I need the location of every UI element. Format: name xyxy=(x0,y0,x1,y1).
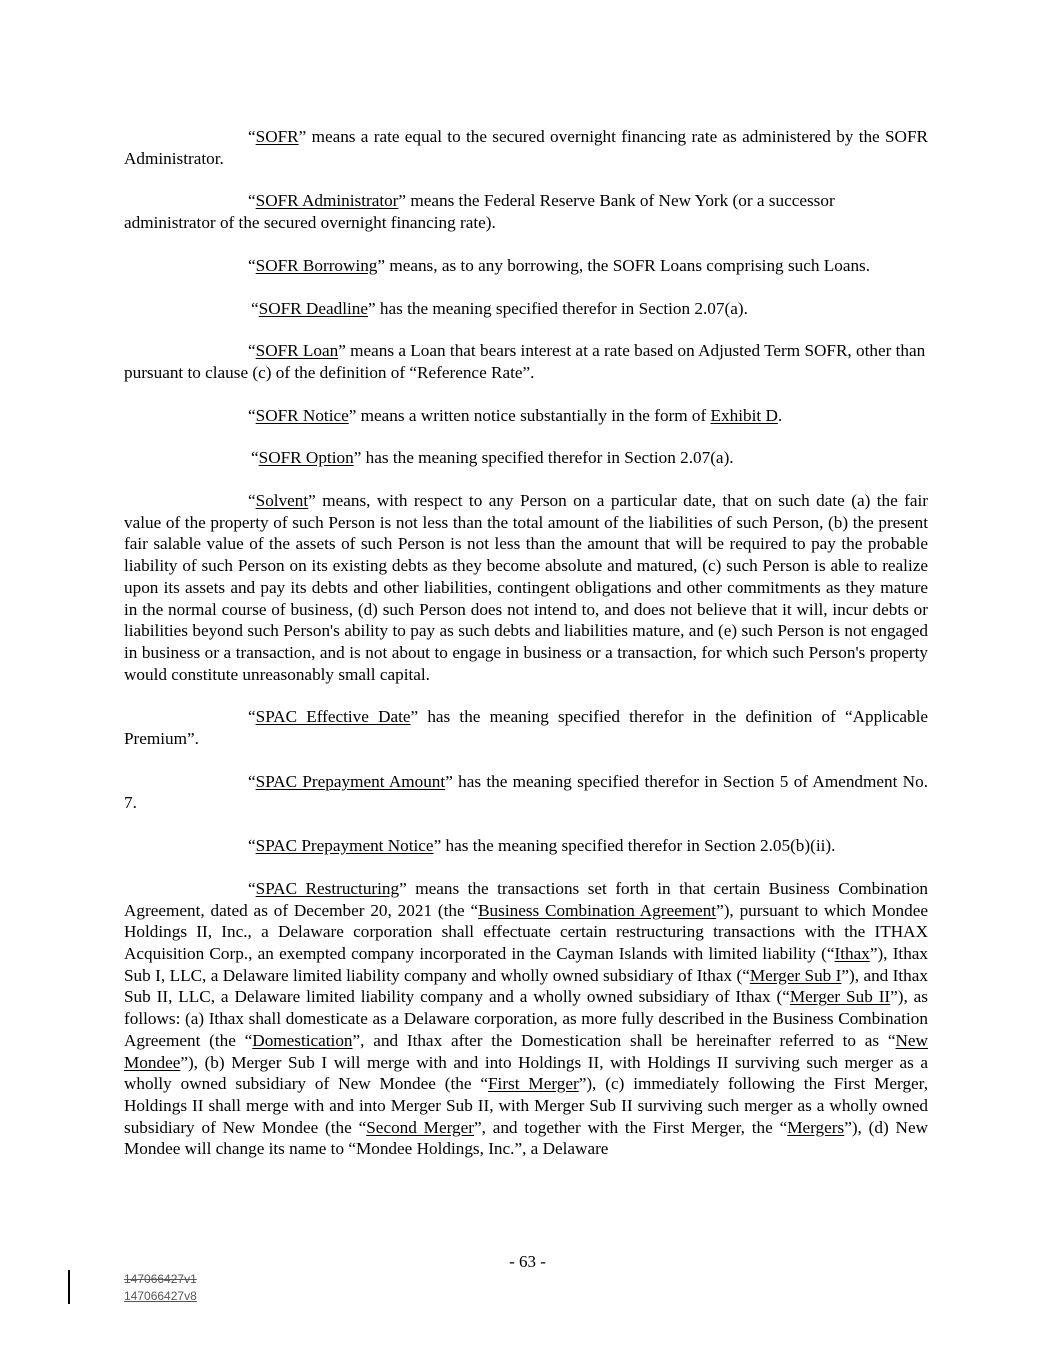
exhibit-reference: Exhibit D xyxy=(710,405,778,425)
change-bar xyxy=(68,1270,70,1304)
defined-term: Domestication xyxy=(252,1030,353,1050)
defined-term: SPAC Prepayment Notice xyxy=(255,836,434,856)
defined-term: SPAC Prepayment Amount xyxy=(255,771,446,791)
defined-term: SPAC Restructuring xyxy=(255,878,400,898)
definition-spac-prepayment-notice: “SPAC Prepayment Notice” has the meaning specified therefor in Section 2.05(b)(ii). xyxy=(248,836,836,856)
definition-sofr-option: “SOFR Option” has the meaning specified therefor in Section 2.07(a). xyxy=(251,448,734,468)
defined-term: Solvent xyxy=(255,491,309,511)
definition-sofr-deadline: “SOFR Deadline” has the meaning specified therefor in Section 2.07(a). xyxy=(251,298,748,318)
defined-term: SOFR Administrator xyxy=(255,191,399,211)
definition-sofr-notice: “SOFR Notice” means a written notice substantially in the form of Exhibit D. xyxy=(248,405,783,425)
defined-term: SOFR xyxy=(255,127,299,146)
definitions-body xyxy=(124,126,928,1181)
defined-term: SOFR Option xyxy=(258,448,354,468)
defined-term: SOFR Notice xyxy=(255,405,349,425)
defined-term: Merger Sub II xyxy=(789,987,891,1007)
page-number: - 63 - xyxy=(509,1252,546,1271)
defined-term: Merger Sub I xyxy=(749,965,842,985)
definition-sofr-borrowing: “SOFR Borrowing” means, as to any borrowing, the SOFR Loans comprising such Loans. xyxy=(248,255,871,275)
defined-term: Second Merger xyxy=(366,1117,474,1137)
definition-spac-restructuring: “SPAC Restructuring” means the transactions set forth in that certain Business Combination Agreement, dated as of December 20, 2021 (the “Business Combination Agreement”), pursuant to which Mondee Holdings II, Inc., a Delaware corporation shall effectuate certain restructuring transactions with the ITHAX Acquisition Corp., an exempted company incorporated in the Cayman Islands with limited liability (“Ithax”), Ithax Sub I, LLC, a Delaware limited liability company and wholly owned subsidiary of Ithax (“Merger Sub I”), and Ithax Sub II, LLC, a Delaware limited liability company and a wholly owned subsidiary of Ithax (“Merger Sub II”), as follows: (a) Ithax shall domesticate as a Delaware corporation, as more fully described in the Business Combination Agreement (the “Domestication”, and Ithax after the Domestication shall be hereinafter referred to as “New Mondee”), (b) Merger Sub I will merge with and into Holdings II, with Holdings II surviving such merger as a wholly owned subsidiary of New Mondee (the “First Merger”), (c) immediately following the First Merger, Holdings II shall merge with and into Merger Sub II, with Merger Sub II surviving such merger as a wholly owned subsidiary of New Mondee (the “Second Merger”, and together with the First Merger, the “Mergers”), (d) New Mondee will change its name to “Mondee Holdings, Inc.”, a Delaware xyxy=(124,878,929,1159)
definition-spac-prepayment-amount: “SPAC Prepayment Amount” has the meaning specified therefor in Section 5 of Amendment No. 7. xyxy=(124,771,928,813)
definition-sofr-loan: “SOFR Loan” means a Loan that bears interest at a rate based on Adjusted Term SOFR, other than pursuant to clause (c) of the definition of “Reference Rate”. xyxy=(124,341,926,382)
definition-spac-effective-date: “SPAC Effective Date” has the meaning specified therefor in the definition of “Applicable Premium”. xyxy=(124,707,928,749)
defined-term: SOFR Loan xyxy=(255,341,339,361)
definition-sofr: “SOFR” means a rate equal to the secured overnight financing rate as administered by the SOFR Administrator. xyxy=(124,127,928,168)
defined-term: SOFR Borrowing xyxy=(255,255,378,275)
defined-term: New Mondee xyxy=(124,1030,928,1072)
defined-term: First Merger xyxy=(488,1074,579,1094)
doc-id-old: 147066427v1 xyxy=(124,1272,197,1286)
defined-term: Business Combination Agreement xyxy=(478,900,717,920)
doc-id-new: 147066427v8 xyxy=(124,1289,197,1303)
defined-term: SOFR Deadline xyxy=(258,298,368,318)
defined-term: SPAC Effective Date xyxy=(255,707,411,727)
definition-sofr-administrator: “SOFR Administrator” means the Federal Reserve Bank of New York (or a successor administrator of the secured overnight financing rate). xyxy=(124,191,835,233)
defined-term: Ithax xyxy=(834,943,870,963)
defined-term: Mergers xyxy=(787,1117,845,1137)
definition-solvent: “Solvent” means, with respect to any Person on a particular date, that on such date (a) the fair value of the property of such Person is not less than the total amount of the liabilities of such Person, (b) the present fair salable value of the assets of such Person is not less than the amount that will be required to pay the probable liability of such Person on its existing debts as they become absolute and matured, (c) such Person is able to realize upon its assets and pay its debts and other liabilities, contingent obligations and other commitments as they mature in the normal course of business, (d) such Person does not intend to, and does not believe that it will, incur debts or liabilities beyond such Person's ability to pay as such debts and liabilities mature, and (e) such Person is not engaged in business or a transaction, and is not about to engage in business or a transaction, for which such Person's property would constitute unreasonably small capital. xyxy=(124,491,928,684)
